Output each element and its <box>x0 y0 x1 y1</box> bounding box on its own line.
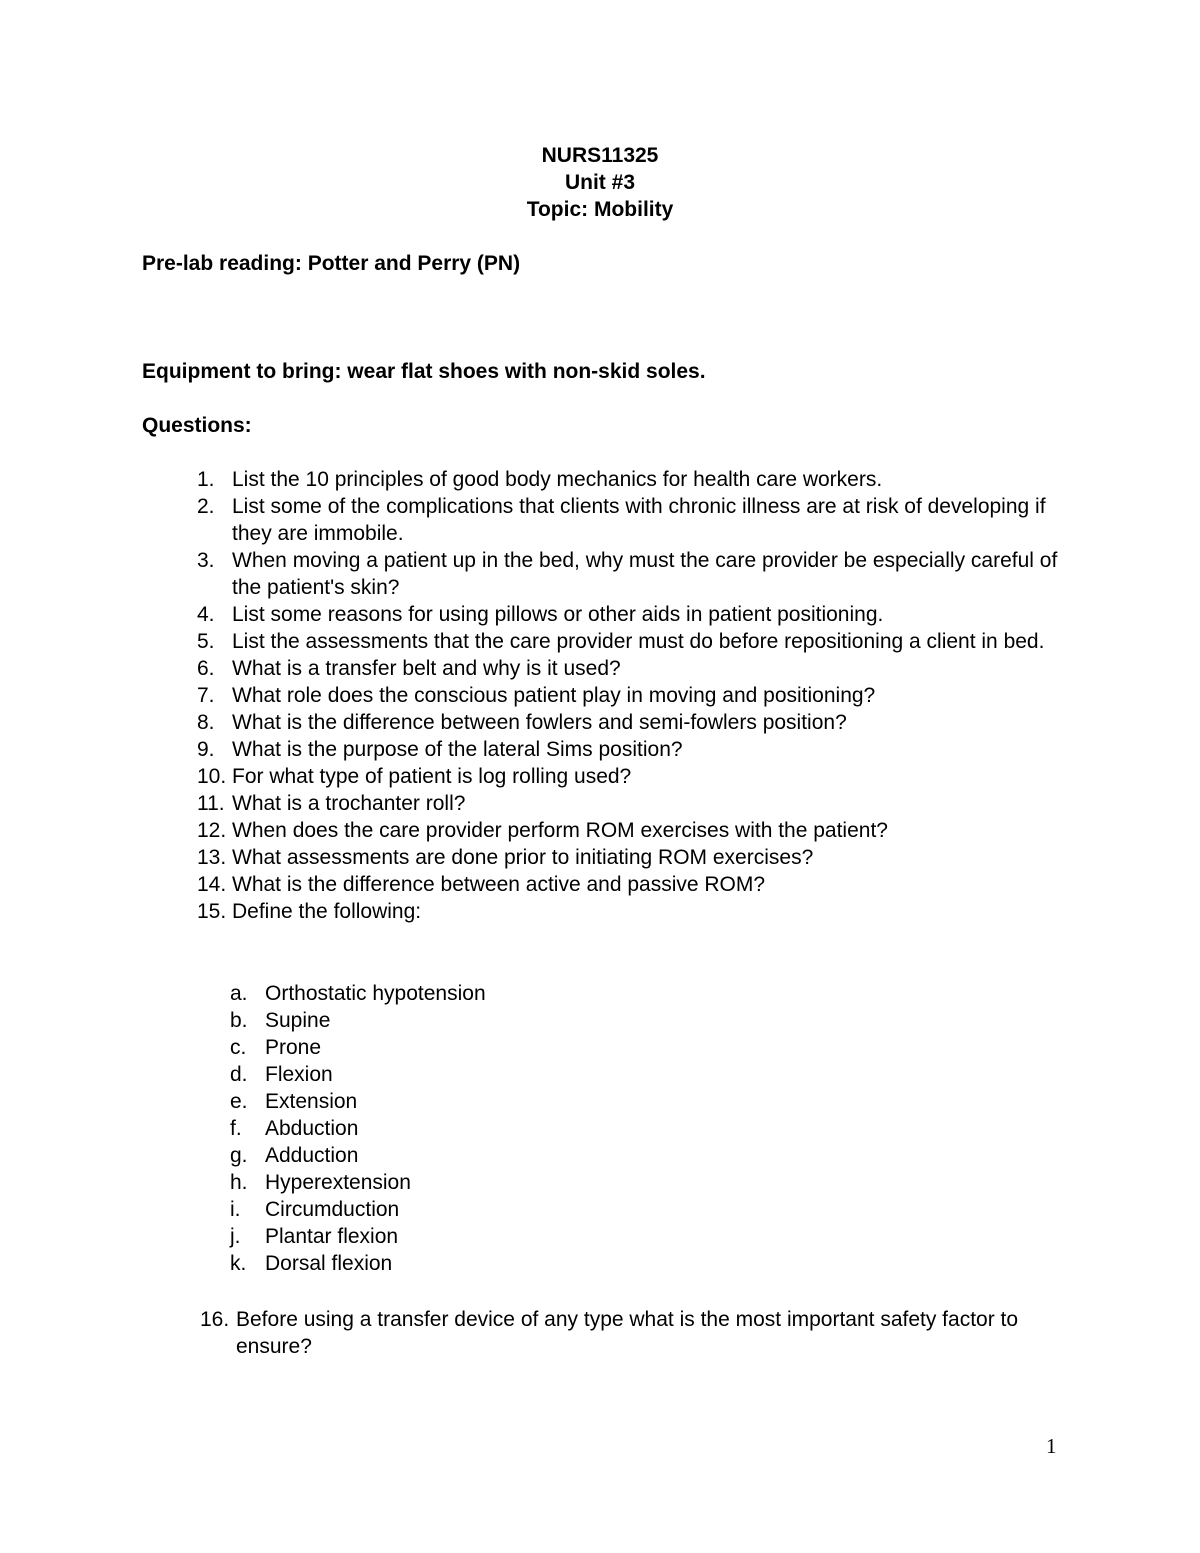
definition-term: Extension <box>265 1090 358 1113</box>
definition-item <box>0 1196 1200 1223</box>
definition-term: Flexion <box>265 1063 333 1086</box>
question-text: What assessments are done prior to initiating ROM exercises? <box>232 846 814 869</box>
question-number: 6. <box>197 657 215 680</box>
definition-letter: b. <box>230 1009 248 1032</box>
question-number: 4. <box>197 603 215 626</box>
question-text: What role does the conscious patient play in moving and positioning? <box>232 684 876 707</box>
questions-list <box>0 466 1200 925</box>
question-item <box>0 844 1082 871</box>
definition-letter: j. <box>230 1225 241 1248</box>
definition-item <box>0 1034 1200 1061</box>
question-number: 15. <box>197 900 227 923</box>
question-text: What is the difference between active and passive ROM? <box>232 873 766 896</box>
question-item <box>0 1306 1036 1360</box>
question-item <box>0 790 1082 817</box>
definition-item <box>0 1142 1200 1169</box>
question-text: List some reasons for using pillows or other aids in patient positioning. <box>232 603 884 626</box>
question-text: Define the following: <box>232 900 422 923</box>
question-number: 14. <box>197 873 227 896</box>
question-number: 8. <box>197 711 215 734</box>
question-text: What is the purpose of the lateral Sims position? <box>232 738 683 761</box>
question-number: 5. <box>197 630 215 653</box>
question-item <box>0 655 1082 682</box>
question-item <box>0 466 1082 493</box>
definition-letter: d. <box>230 1063 248 1086</box>
definition-term: Abduction <box>265 1117 359 1140</box>
question-number: 16. <box>200 1308 230 1331</box>
definition-letter: c. <box>230 1036 247 1059</box>
question-text: When moving a patient up in the bed, why must the care provider be especially careful of the patient's skin? <box>232 549 1058 599</box>
questions-heading: Questions: <box>142 414 252 437</box>
question-item <box>0 898 1082 925</box>
question-number: 13. <box>197 846 227 869</box>
definition-letter: f. <box>230 1117 242 1140</box>
question-item <box>0 763 1082 790</box>
definition-term: Plantar flexion <box>265 1225 399 1248</box>
topic-title: Topic: Mobility <box>526 198 674 221</box>
question-item <box>0 817 1082 844</box>
question-item <box>0 547 1082 601</box>
question-text: For what type of patient is log rolling used? <box>232 765 632 788</box>
definition-letter: h. <box>230 1171 248 1194</box>
question-number: 7. <box>197 684 215 707</box>
question-number: 12. <box>197 819 227 842</box>
definition-letter: g. <box>230 1144 248 1167</box>
question-item <box>0 601 1082 628</box>
definition-letter: e. <box>230 1090 248 1113</box>
question-text: What is a transfer belt and why is it used? <box>232 657 621 680</box>
question-text: List some of the complications that clients with chronic illness are at risk of developing if they are immobile. <box>232 495 1046 545</box>
definition-term: Prone <box>265 1036 322 1059</box>
question-text: Before using a transfer device of any type what is the most important safety factor to ensure? <box>236 1308 1019 1358</box>
document-header <box>0 142 1200 223</box>
equipment-to-bring: Equipment to bring: wear flat shoes with non-skid soles. <box>142 360 706 383</box>
definition-item <box>0 1115 1200 1142</box>
definition-term: Dorsal flexion <box>265 1252 393 1275</box>
question-item <box>0 709 1082 736</box>
page-number: 1 <box>1046 1434 1057 1458</box>
definitions-list <box>0 980 1200 1277</box>
question-item <box>0 682 1082 709</box>
question-number: 10. <box>197 765 227 788</box>
definition-letter: a. <box>230 982 248 1005</box>
definition-item <box>0 980 1200 1007</box>
question-text: When does the care provider perform ROM exercises with the patient? <box>232 819 888 842</box>
prelab-reading: Pre-lab reading: Potter and Perry (PN) <box>142 252 521 275</box>
question-number: 1. <box>197 468 215 491</box>
question-number: 11. <box>197 792 225 815</box>
definition-item <box>0 1007 1200 1034</box>
definition-term: Hyperextension <box>265 1171 411 1194</box>
question-item <box>0 736 1082 763</box>
question-text: List the assessments that the care provider must do before repositioning a client in bed. <box>232 630 1045 653</box>
question-item <box>0 493 1082 547</box>
definition-item <box>0 1250 1200 1277</box>
definition-term: Adduction <box>265 1144 359 1167</box>
question-text: What is a trochanter roll? <box>232 792 466 815</box>
definition-term: Circumduction <box>265 1198 400 1221</box>
definition-item <box>0 1088 1200 1115</box>
course-code: NURS11325 <box>541 144 659 167</box>
definition-item <box>0 1061 1200 1088</box>
definition-letter: k. <box>230 1252 247 1275</box>
definition-item <box>0 1223 1200 1250</box>
definition-letter: i. <box>230 1198 241 1221</box>
question-number: 3. <box>197 549 215 572</box>
question-16-block <box>0 1306 1200 1360</box>
definition-item <box>0 1169 1200 1196</box>
question-text: List the 10 principles of good body mechanics for health care workers. <box>232 468 883 491</box>
question-item <box>0 871 1082 898</box>
question-number: 9. <box>197 738 215 761</box>
definition-term: Supine <box>265 1009 331 1032</box>
unit-number: Unit #3 <box>564 171 635 194</box>
question-number: 2. <box>197 495 215 518</box>
question-item <box>0 628 1082 655</box>
definition-term: Orthostatic hypotension <box>265 982 486 1005</box>
question-text: What is the difference between fowlers and semi-fowlers position? <box>232 711 847 734</box>
